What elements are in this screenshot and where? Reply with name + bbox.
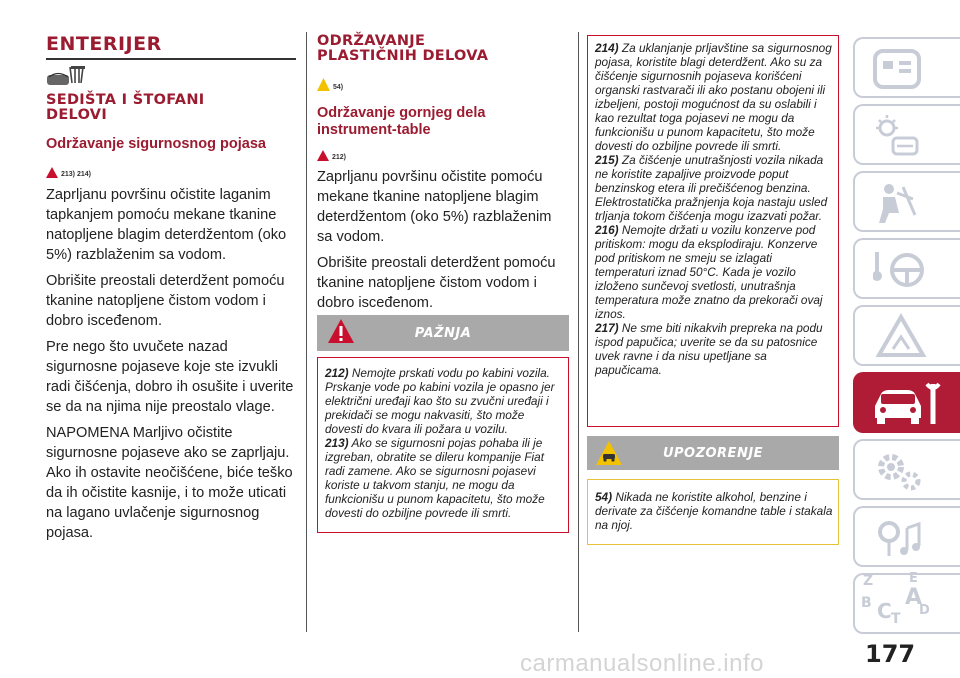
warning-triangle-icon xyxy=(317,150,329,161)
subsection-title xyxy=(46,93,296,123)
seatbelt-heading: Održavanje sigurnosnog pojasa xyxy=(46,136,266,152)
paragraph: Obrišite preostali deterdžent pomoću tkanine natopljene čistom vodom i dobro isceđenom. xyxy=(317,255,556,311)
plastics-title xyxy=(317,34,567,64)
multimedia-icon xyxy=(873,514,929,562)
paragraph: Pre nego što uvučete nazad sigurnosne pojaseve koje ste izvukli radi čišćenja, dobro ih osušite i uverite se da na njima nije preostalo vlage. xyxy=(46,339,294,415)
paragraph: Zaprljanu površinu očistite laganim tapkanjem pomoću mekane tkanine natopljene blagim deterdžentom (oko 5%) razblaženim sa vodom. xyxy=(46,187,287,263)
warning-text: Za uklanjanje prljavštine sa sigurnosnog pojasa, koristite blagi deterdžent. Ako su za čišćenje sigurnosnih pojaseva korišćeni organski rastvarači ili ako postanu obojeni ili izbeljeni, postoji mogućnost da su oslabili i kao rezultat toga pojasevi ne mogu da funkcionišu u punom kapacitetu, što može dovesti do ozbiljne povrede ili smrti. xyxy=(595,41,832,153)
steering-wheel-icon xyxy=(873,246,929,294)
section-title: ENTERIJER xyxy=(46,33,162,55)
tab-technical-data[interactable] xyxy=(853,439,960,500)
warning-text: Nemojte držati u vozilu konzerve pod pritiskom: mogu da eksplodiraju. Konzerve pod pritiskom ne smeju se izlagati temperaturi iznad 50°C. Kada je vozilo izloženo sunčevoj svetlosti, unutrašnja temperatura može znatno da prekorači ovaj iznos. xyxy=(595,223,823,321)
index-letter: A xyxy=(905,585,923,610)
index-letter: Z xyxy=(863,573,874,589)
column-divider xyxy=(306,32,307,632)
warning-item xyxy=(595,153,833,223)
warning-triangle-icon xyxy=(873,313,929,361)
caution-car-icon xyxy=(317,78,330,91)
index-letters-icon xyxy=(855,571,960,632)
caution-text: Nikada ne koristite alkohol, benzine i derivate za čišćenje komandne table i stakala na njoj. xyxy=(595,490,833,532)
column-1 xyxy=(46,0,296,549)
dashboard-icon xyxy=(873,45,929,93)
warning-item xyxy=(595,321,833,377)
warning-banner xyxy=(317,315,569,351)
warning-box-continued xyxy=(587,35,839,427)
column-divider xyxy=(578,32,579,632)
caution-banner xyxy=(587,436,839,470)
ref-numbers: 213) 214) xyxy=(61,171,91,178)
warning-refs xyxy=(46,164,296,178)
warning-text: Ako se sigurnosni pojas pohaba ili je izgreban, obratite se dileru kompanije Fiat radi zamene. Ako se sigurnosni pojasevi koriste u takvom stanju, ne mogu da funkcionišu u punom kapacitetu, što može dovesti do ozbiljne povrede ili smrti. xyxy=(325,436,545,520)
warning-num: 212) xyxy=(325,366,349,380)
warning-num: 214) xyxy=(595,41,619,55)
gears-icon xyxy=(873,447,929,495)
tab-safety[interactable] xyxy=(853,171,960,232)
warning-label: PAŽNJA xyxy=(414,325,472,341)
warning-num: 217) xyxy=(595,321,619,335)
tab-multimedia[interactable] xyxy=(853,506,960,567)
tab-driving[interactable] xyxy=(853,238,960,299)
index-letter: B xyxy=(861,595,872,611)
column-2 xyxy=(317,0,567,520)
tab-lights[interactable] xyxy=(853,104,960,165)
warning-box xyxy=(317,357,569,533)
tab-index[interactable] xyxy=(853,573,960,634)
index-letter: D xyxy=(919,603,930,618)
seat-fabric-icon xyxy=(46,65,296,87)
plastics-title-line-1: ODRŽAVANJE xyxy=(317,33,426,49)
warning-num: 213) xyxy=(325,436,349,450)
dashboard-heading-line-2: instrument-table xyxy=(317,122,431,138)
warning-refs xyxy=(317,147,567,161)
page-number: 177 xyxy=(865,640,916,668)
paragraph: NAPOMENA Marljivo očistite sigurnosne pojaseve ako se zaprljaju. Ako ih ostavite neočišćene, biće teško da ih očistite kasnije, i to može uticati na lagano uvlačenje sigurnosnog pojasa. xyxy=(46,425,293,541)
warning-num: 215) xyxy=(595,153,619,167)
warning-item xyxy=(325,366,563,436)
dashboard-heading xyxy=(317,105,567,139)
caution-refs xyxy=(317,77,567,91)
section-rule xyxy=(46,58,296,60)
ref-number: 212) xyxy=(332,154,347,161)
index-letter: C xyxy=(877,599,892,623)
subsection-title-line-2: DELOVI xyxy=(46,107,108,123)
seat-airbag-icon xyxy=(873,179,929,227)
tab-maintenance[interactable] xyxy=(853,372,960,433)
warning-triangle-icon xyxy=(46,167,58,178)
warning-item xyxy=(595,223,833,321)
warning-text: Nemojte prskati vodu po kabini vozila. Prskanje vode po kabini vozila je opasno jer električni uređaji kao što su zvučni uređaji i prekidači se mogu nakvasiti, što može dovesti do kvara ili požara u vozilu. xyxy=(325,366,555,436)
paragraph: Obrišite preostali deterdžent pomoću tkanine natopljene čistom vodom i dobro isceđenom. xyxy=(46,273,285,329)
dashboard-heading-line-1: Održavanje gornjeg dela xyxy=(317,105,486,121)
index-letter: T xyxy=(891,611,901,627)
watermark: carmanualsonline.info xyxy=(520,650,764,677)
warning-item xyxy=(325,436,563,520)
lights-icon xyxy=(873,112,929,160)
warning-item xyxy=(595,41,833,153)
caution-label: UPOZORENJE xyxy=(662,445,764,461)
subsection-title-line-1: SEDIŠTA I ŠTOFANI xyxy=(46,92,205,108)
index-letter: E xyxy=(909,571,918,586)
caution-num: 54) xyxy=(595,490,613,504)
tab-dashboard[interactable] xyxy=(853,37,960,98)
plastics-title-line-2: PLASTIČNIH DELOVA xyxy=(317,48,489,64)
caution-box xyxy=(587,479,839,545)
ref-number: 54) xyxy=(333,84,344,91)
paragraph: Zaprljanu površinu očistite pomoću mekane tkanine natopljene blagim deterdžentom (oko 5%) razblaženim sa vodom. xyxy=(317,169,552,245)
caution-item xyxy=(595,490,833,532)
tab-emergency[interactable] xyxy=(853,305,960,366)
warning-num: 216) xyxy=(595,223,619,237)
warning-text: Za čišćenje unutrašnjosti vozila nikada ne koristite zapaljive proizvode poput benzinskog etera ili prečišćenog benzina. Elektrostatička pražnjenja koja nastaju usled trljanja tokom čišćenja mogu izazvati požar. xyxy=(595,153,828,223)
car-wrench-icon xyxy=(873,380,943,428)
warning-text: Ne sme biti nikakvih prepreka na podu ispod papučica; uverite se da su patosnice uvek ravne i da nisu upetljane sa papučicama. xyxy=(595,321,823,377)
